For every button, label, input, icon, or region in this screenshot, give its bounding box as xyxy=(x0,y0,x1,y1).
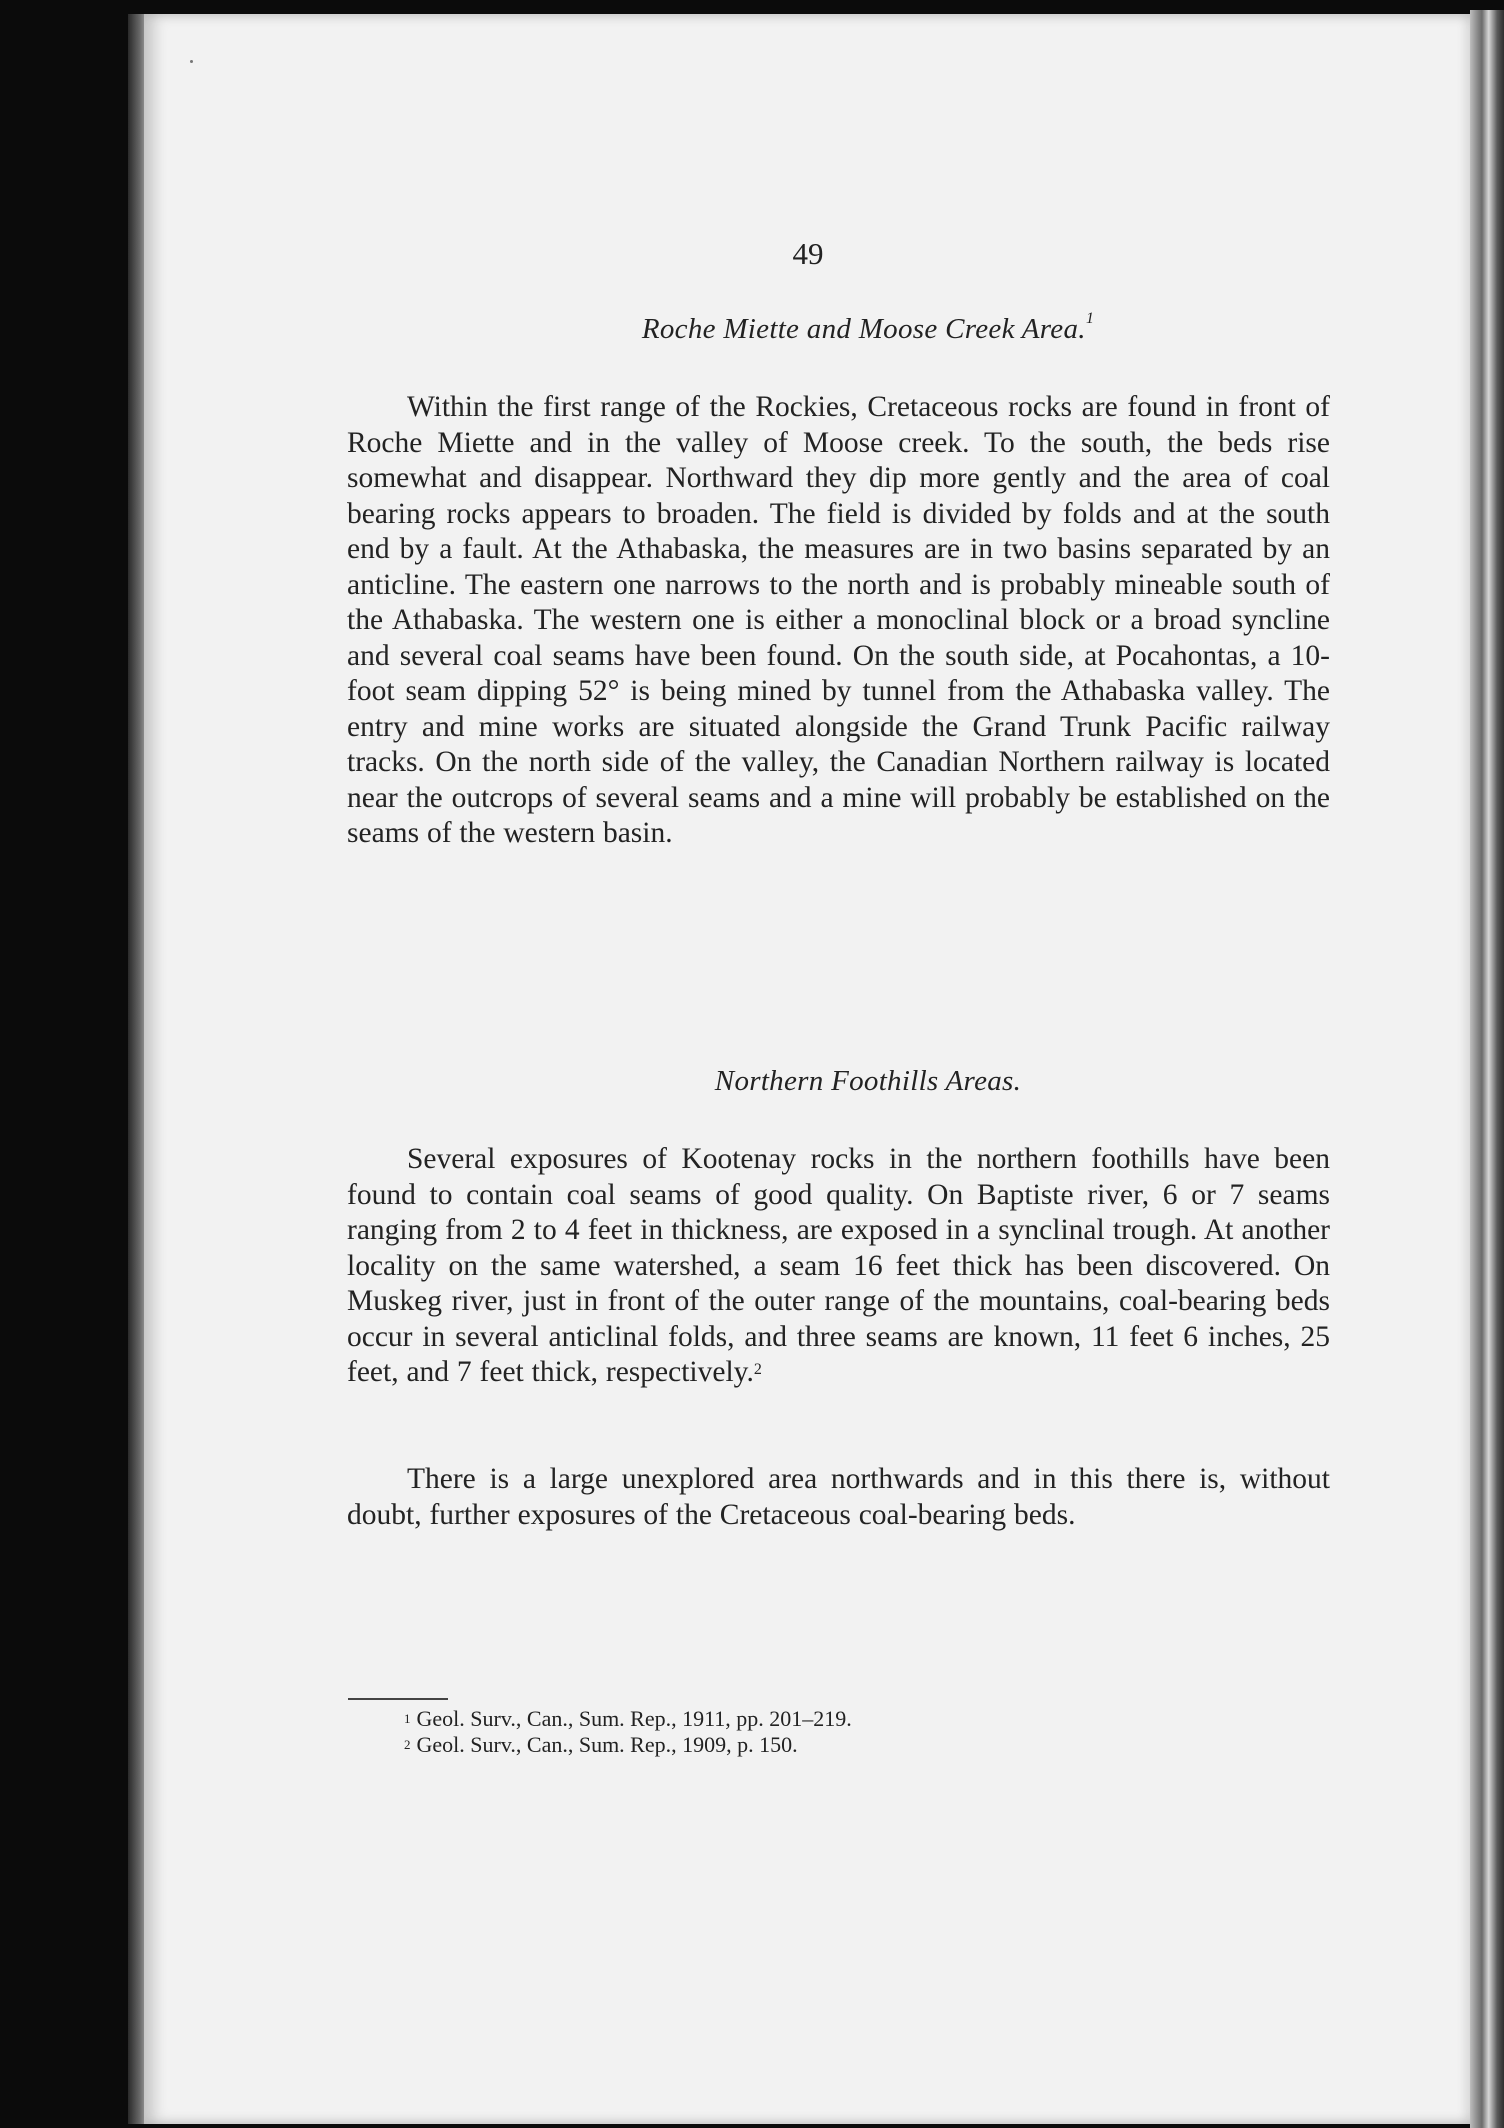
document-page xyxy=(144,14,1472,2124)
body-paragraph xyxy=(347,1142,1330,1391)
footnote-divider xyxy=(348,1698,448,1700)
body-paragraph xyxy=(347,390,1330,852)
page-number: 49 xyxy=(792,236,824,271)
paragraph-text: Within the first range of the Rockies, Cretaceous rocks are found in front of Roche Miette and in the valley of Moose creek. To the south, the beds rise somewhat and disappear. Northward they dip more gently and the area of coal bearing rocks appears to broaden. The field is divided by folds and at the south end by a fault. At the Athabaska, the measures are in two basins separated by an anticline. The eastern one narrows to the north and is probably mineable south of the Athabaska. The western one is either a monoclinal block or a broad syncline and several coal seams have been found. On the south side, at Pocahontas, a 10-foot seam dipping 52° is being mined by tunnel from the Athabaska valley. The entry and mine works are situated alongside the Grand Trunk Pacific railway tracks. On the north side of the valley, the Canadian Northern railway is located near the outcrops of several seams and a mine will probably be established on the seams of the western basin. xyxy=(347,391,1330,849)
paper-speck xyxy=(190,60,193,63)
paragraph-text: There is a large unexplored area northwards and in this there is, without doubt, further exposures of the Cretaceous coal-bearing beds. xyxy=(347,1463,1330,1531)
body-paragraph xyxy=(347,1462,1330,1533)
footnote-reference: 1 xyxy=(1085,310,1095,327)
heading-text: Roche Miette and Moose Creek Area. xyxy=(641,313,1086,345)
footnote-mark: 1 xyxy=(404,1711,411,1726)
footnote xyxy=(404,1732,798,1758)
section-heading: Northern Foothills Areas. xyxy=(714,1065,1022,1097)
paragraph-text: Several exposures of Kootenay rocks in the northern foothills have been found to contain coal seams of good quality. On Baptiste river, 6 or 7 seams ranging from 2 to 4 feet in thickness, are exposed in a synclinal trough. At another locality on the same watershed, a seam 16 feet thick has been discovered. On Muskeg river, just in front of the outer range of the mountains, coal-bearing beds occur in several anticlinal folds, and three seams are known, 11 feet 6 inches, 25 feet, and 7 feet thick, respectively. xyxy=(347,1143,1330,1388)
page-edge-shadow xyxy=(1470,10,1504,2128)
footnote-reference: 2 xyxy=(753,1361,762,1378)
section-heading xyxy=(204,310,1504,346)
footnote xyxy=(404,1706,852,1732)
footnote-text: Geol. Surv., Can., Sum. Rep., 1909, p. 150. xyxy=(416,1732,798,1757)
footnote-mark: 2 xyxy=(404,1737,411,1752)
footnote-text: Geol. Surv., Can., Sum. Rep., 1911, pp. 201–219. xyxy=(416,1706,852,1731)
